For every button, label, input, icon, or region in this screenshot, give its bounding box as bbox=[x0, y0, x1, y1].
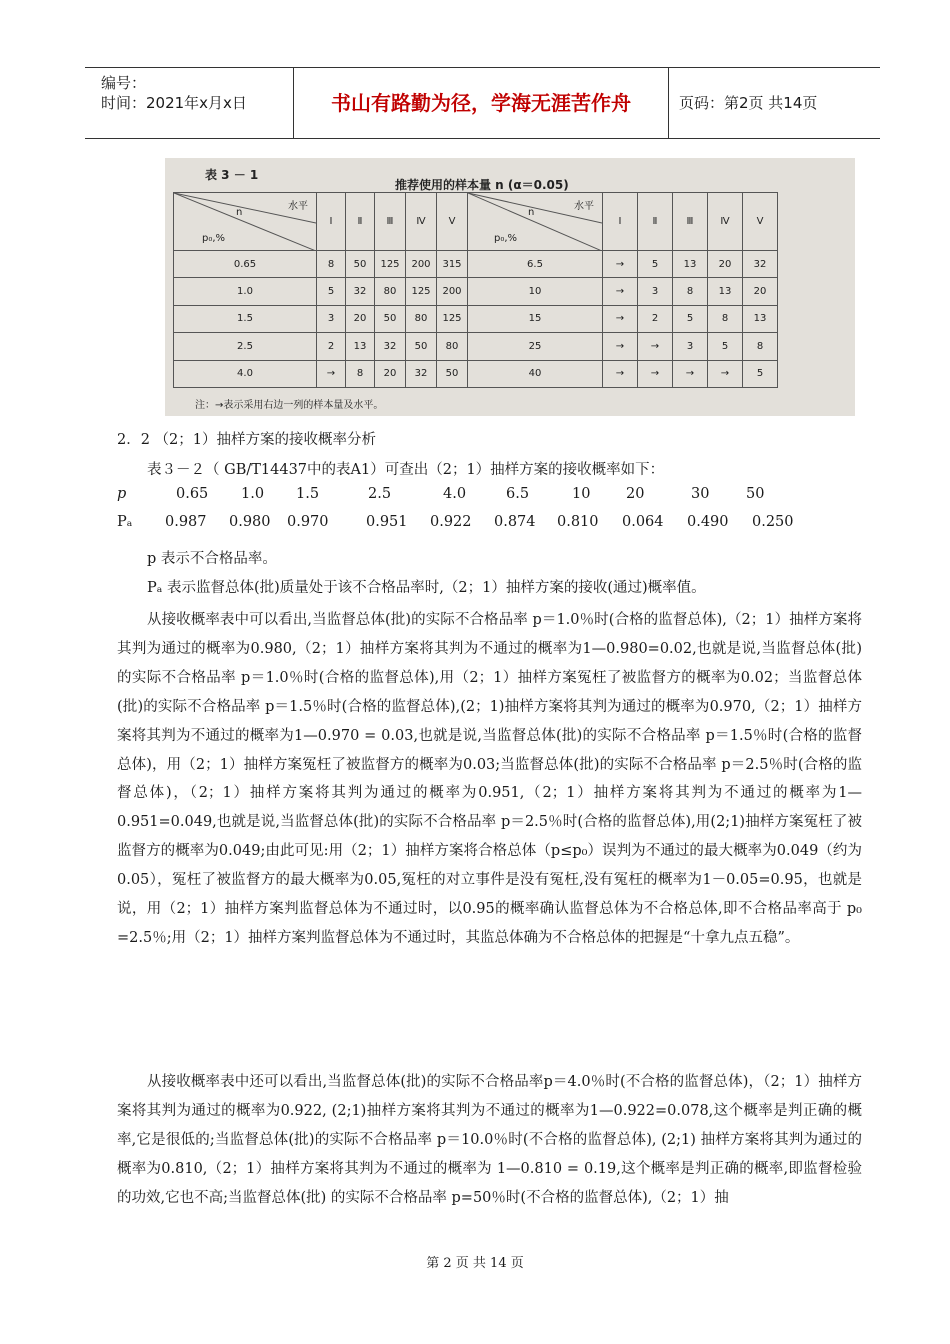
pa-value: 0.980 bbox=[229, 514, 271, 530]
value-cell: 20 bbox=[346, 305, 375, 332]
value-cell: 13 bbox=[346, 333, 375, 360]
value-cell: 3 bbox=[673, 333, 708, 360]
p0-cell: 25 bbox=[468, 333, 603, 360]
value-cell: 3 bbox=[317, 305, 346, 332]
value-cell: 5 bbox=[743, 360, 778, 387]
value-cell: 200 bbox=[406, 251, 437, 278]
corner-mid-label: n bbox=[236, 207, 243, 218]
p-value: 1.5 bbox=[296, 486, 320, 502]
p0-cell: 6.5 bbox=[468, 251, 603, 278]
value-cell: 20 bbox=[708, 251, 743, 278]
definition-pa: Pₐ 表示监督总体(批)质量处于该不合格品率时,（2；1）抽样方案的接收(通过)概率值。 bbox=[147, 580, 706, 596]
p-value: 4.0 bbox=[443, 486, 467, 502]
level-header: Ⅱ bbox=[638, 193, 673, 251]
pa-value: 0.987 bbox=[165, 514, 207, 530]
value-cell: 32 bbox=[375, 333, 406, 360]
level-header: Ⅳ bbox=[708, 193, 743, 251]
value-cell: 8 bbox=[708, 305, 743, 332]
p0-cell: 1.5 bbox=[174, 305, 317, 332]
value-cell: → bbox=[603, 333, 638, 360]
time-label: 时间：2021年x月x日 bbox=[101, 94, 247, 112]
value-cell: 80 bbox=[406, 305, 437, 332]
table-note: 注：→表示采用右边一列的样本量及水平。 bbox=[195, 400, 384, 411]
p0-cell: 4.0 bbox=[174, 360, 317, 387]
value-cell: 50 bbox=[406, 333, 437, 360]
value-cell: 13 bbox=[743, 305, 778, 332]
section-heading: 2．2 （2；1）抽样方案的接收概率分析 bbox=[117, 432, 377, 448]
value-cell: 125 bbox=[437, 305, 468, 332]
level-header: Ⅲ bbox=[673, 193, 708, 251]
pa-value: 0.951 bbox=[366, 514, 408, 530]
definition-p: p 表示不合格品率。 bbox=[147, 551, 277, 567]
value-cell: → bbox=[603, 360, 638, 387]
table-caption-number: 表 3 － 1 bbox=[205, 168, 259, 182]
level-header: Ⅱ bbox=[346, 193, 375, 251]
value-cell: 50 bbox=[346, 251, 375, 278]
value-cell: 8 bbox=[317, 251, 346, 278]
page-header bbox=[85, 67, 880, 139]
level-header: Ⅰ bbox=[317, 193, 346, 251]
corner-mid-label: n bbox=[528, 207, 535, 218]
value-cell: 13 bbox=[673, 251, 708, 278]
value-cell: 125 bbox=[375, 251, 406, 278]
corner-bottom-label: p₀,% bbox=[202, 233, 226, 244]
level-header: Ⅰ bbox=[603, 193, 638, 251]
table-row bbox=[174, 305, 778, 332]
value-cell: 200 bbox=[437, 278, 468, 305]
p-row-label bbox=[117, 486, 126, 502]
p0-cell: 0.65 bbox=[174, 251, 317, 278]
level-header: Ⅳ bbox=[406, 193, 437, 251]
table-3-1-image bbox=[165, 158, 855, 416]
value-cell: 20 bbox=[743, 278, 778, 305]
value-cell: 80 bbox=[375, 278, 406, 305]
p-value: 1.0 bbox=[241, 486, 265, 502]
corner-cell-left bbox=[174, 193, 317, 251]
value-cell: → bbox=[673, 360, 708, 387]
level-header: Ⅴ bbox=[743, 193, 778, 251]
level-header: Ⅴ bbox=[437, 193, 468, 251]
value-cell: 50 bbox=[437, 360, 468, 387]
table-row bbox=[174, 251, 778, 278]
p-value: 10 bbox=[572, 486, 591, 502]
value-cell: 2 bbox=[638, 305, 673, 332]
p-value: 30 bbox=[691, 486, 710, 502]
value-cell: 3 bbox=[638, 278, 673, 305]
p-value: 50 bbox=[746, 486, 765, 502]
value-cell: → bbox=[708, 360, 743, 387]
p0-cell: 10 bbox=[468, 278, 603, 305]
pa-value: 0.874 bbox=[494, 514, 536, 530]
table-row bbox=[174, 360, 778, 387]
value-cell: → bbox=[638, 360, 673, 387]
value-cell: → bbox=[317, 360, 346, 387]
value-cell: 13 bbox=[708, 278, 743, 305]
corner-cell-right bbox=[468, 193, 603, 251]
value-cell: 8 bbox=[673, 278, 708, 305]
page-footer: 第 2 页 共 14 页 bbox=[426, 1256, 524, 1271]
pa-value: 0.490 bbox=[687, 514, 729, 530]
sample-size-table bbox=[173, 192, 778, 388]
table-row bbox=[174, 333, 778, 360]
pa-value: 0.970 bbox=[287, 514, 329, 530]
corner-bottom-label: p₀,% bbox=[494, 233, 518, 244]
header-page-number: 页码：第2页 共14页 bbox=[679, 94, 818, 112]
pa-row-label: Pₐ bbox=[117, 514, 133, 530]
p-value: 6.5 bbox=[506, 486, 530, 502]
table-row bbox=[174, 278, 778, 305]
header-info-cell bbox=[85, 68, 294, 138]
p0-cell: 1.0 bbox=[174, 278, 317, 305]
value-cell: 315 bbox=[437, 251, 468, 278]
value-cell: 5 bbox=[317, 278, 346, 305]
pa-value: 0.250 bbox=[752, 514, 794, 530]
value-cell: 5 bbox=[708, 333, 743, 360]
p-symbol: p bbox=[117, 486, 127, 502]
value-cell: → bbox=[603, 278, 638, 305]
value-cell: 2 bbox=[317, 333, 346, 360]
code-label: 编号： bbox=[101, 74, 147, 92]
body-paragraph-2: 从接收概率表中还可以看出,当监督总体(批)的实际不合格品率p＝4.0％时(不合格的监督总体)，（2；1）抽样方案将其判为通过的概率为0.922, (2;1)抽样方案将其判为不通过的概率为1—0.922=0.078,这个概率是判正确的概率,它是很低的;当监督总体(批)的实际不合格品率 p＝10.0％时(不合格的监督总体), (2;1) 抽样方案将其判为通过的概率为0.810,（2；1）抽样方案将其判为不通过的概率为 1—0.810 = 0.19,这个概率是判正确的概率,即监督检验的功效,它也不高;当监督总体(批) 的实际不合格品率 p=50％时(不合格的监督总体),（2；1）抽 bbox=[117, 1074, 862, 1206]
corner-top-label: 水平 bbox=[288, 201, 308, 212]
pa-value: 0.064 bbox=[622, 514, 664, 530]
level-header: Ⅲ bbox=[375, 193, 406, 251]
p-value: 0.65 bbox=[176, 486, 209, 502]
p0-cell: 40 bbox=[468, 360, 603, 387]
table-caption-title: 推荐使用的样本量 n (α＝0.05) bbox=[395, 178, 569, 192]
p0-cell: 2.5 bbox=[174, 333, 317, 360]
body-paragraph-1: 从接收概率表中可以看出,当监督总体(批)的实际不合格品率 p＝1.0％时(合格的监督总体),（2；1）抽样方案将其判为通过的概率为0.980,（2；1）抽样方案将其判为不通过的概率为1—0.980=0.02,也就是说,当监督总体(批)的实际不合格品率 p＝1.0％时(合格的监督总体),用（2；1）抽样方案冤枉了被监督方的概率为0.02；当监督总体(批)的实际不合格品率 p＝1.5％时(合格的监督总体),(2；1)抽样方案将其判为通过的概率为0.970,（2；1）抽样方案将其判为不通过的概率为1—0.970 = 0.03,也就是说,当监督总体(批)的实际不合格品率 p＝1.5％时(合格的监督总体)，用（2；1）抽样方案冤枉了被监督方的概率为0.03;当监督总体(批)的实际不合格品率 p＝2.5％时(合格的监督总体)，（2；1）抽样方案将其判为通过的概率为0.951,（2；1）抽样方案将其判为不通过的概率为1—0.951=0.049,也就是说,当监督总体(批)的实际不合格品率 p＝2.5％时(合格的监督总体),用(2;1)抽样方案冤枉了被监督方的概率为0.049;由此可见:用（2；1）抽样方案将合格总体（p≤p₀）误判为不通过的最大概率为0.049（约为0.05），冤枉了被监督方的最大概率为0.05,冤枉的对立事件是没有冤枉,没有冤枉的概率为1－0.05=0.95，也就是说，用（2；1）抽样方案判监督总体为不通过时，以0.95的概率确认监督总体为不合格总体,即不合格品率高于 p₀ =2.5％;用（2；1）抽样方案判监督总体为不通过时，其监总体确为不合格总体的把握是“十拿九点五稳”。 bbox=[117, 612, 862, 946]
value-cell: 5 bbox=[673, 305, 708, 332]
p-value: 2.5 bbox=[368, 486, 392, 502]
value-cell: 80 bbox=[437, 333, 468, 360]
value-cell: → bbox=[603, 251, 638, 278]
value-cell: 20 bbox=[375, 360, 406, 387]
value-cell: 50 bbox=[375, 305, 406, 332]
value-cell: 32 bbox=[346, 278, 375, 305]
pa-value: 0.922 bbox=[430, 514, 472, 530]
pa-value: 0.810 bbox=[557, 514, 599, 530]
value-cell: 5 bbox=[638, 251, 673, 278]
value-cell: 8 bbox=[743, 333, 778, 360]
p0-cell: 15 bbox=[468, 305, 603, 332]
p-value: 20 bbox=[626, 486, 645, 502]
intro-line: 表３－２（ GB/T14437中的表A1）可查出（2；1）抽样方案的接收概率如下： bbox=[147, 462, 665, 478]
value-cell: → bbox=[603, 305, 638, 332]
value-cell: → bbox=[638, 333, 673, 360]
corner-top-label: 水平 bbox=[574, 201, 594, 212]
value-cell: 32 bbox=[743, 251, 778, 278]
header-motto: 书山有路勤为径，学海无涯苦作舟 bbox=[294, 68, 669, 138]
value-cell: 32 bbox=[406, 360, 437, 387]
value-cell: 125 bbox=[406, 278, 437, 305]
value-cell: 8 bbox=[346, 360, 375, 387]
